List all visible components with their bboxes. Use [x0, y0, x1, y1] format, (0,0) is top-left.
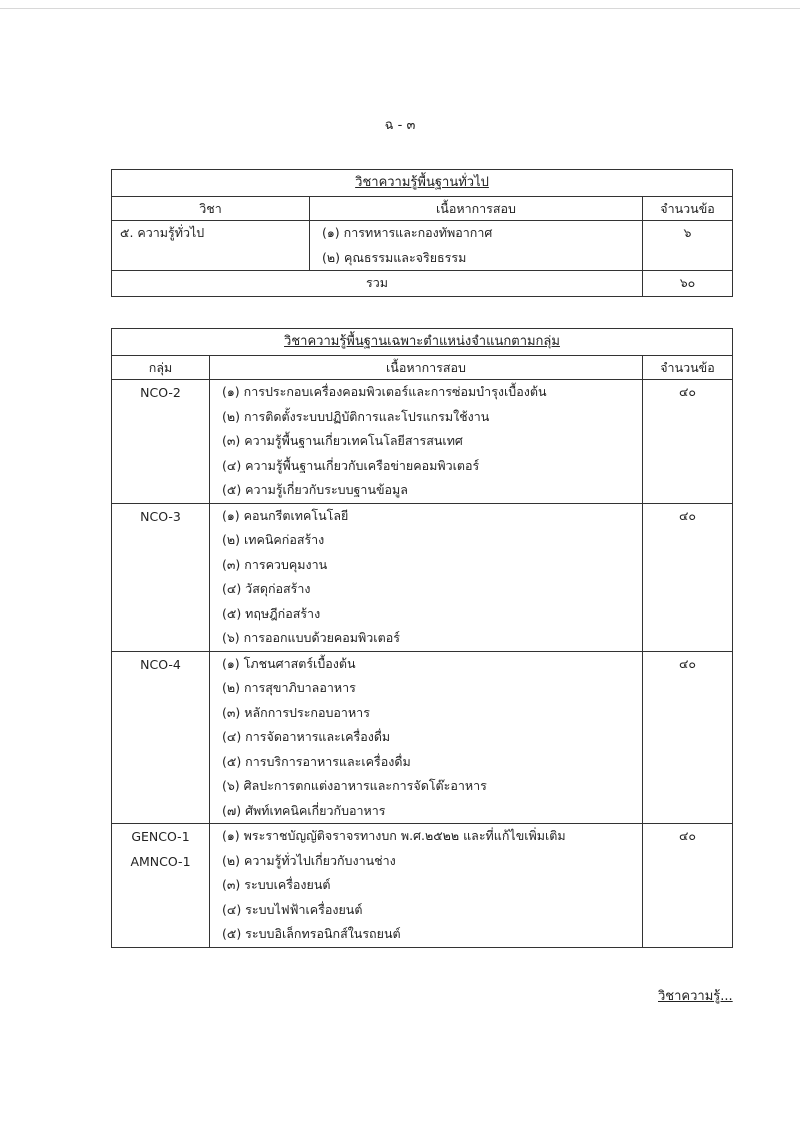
- total-label: รวม: [112, 271, 643, 297]
- count-cell: [643, 824, 733, 948]
- content-item: (๒) เทคนิคก่อสร้าง: [222, 532, 325, 547]
- count-value: ๔๐: [678, 384, 697, 399]
- content-item: (๕) การบริการอาหารและเครื่องดื่ม: [222, 753, 411, 769]
- content-item: (๒) การสุขาภิบาลอาหาร: [222, 680, 356, 695]
- content-item: (๑) คอนกรีตเทคโนโลยี: [222, 507, 349, 523]
- header-count: จำนวนข้อ: [643, 356, 733, 380]
- group-cell: [112, 824, 210, 948]
- count-cell: [643, 503, 733, 651]
- table-row-nco-4: [112, 651, 733, 824]
- count-value: ๔๐: [678, 655, 697, 671]
- content-item: (๓) หลักการประกอบอาหาร: [222, 704, 370, 720]
- header-content: เนื้อหาการสอบ: [210, 356, 643, 380]
- content-item: (๖) การออกแบบด้วยคอมพิวเตอร์: [222, 630, 400, 645]
- content-item: (๔) ความรู้พื้นฐานเกี่ยวกับเครือข่ายคอมพิวเตอร์: [222, 457, 480, 473]
- content-item: (๓) ระบบเครื่องยนต์: [222, 877, 331, 892]
- content-item: (๓) ความรู้พื้นฐานเกี่ยวเทคโนโลยีสารสนเทศ: [222, 433, 463, 448]
- content-cell: [210, 651, 643, 824]
- total-row: [112, 271, 733, 297]
- subject-name: ๕. ความรู้ทั่วไป: [120, 225, 205, 240]
- total-value: ๖๐: [643, 271, 733, 297]
- content-item: (๔) วัสดุก่อสร้าง: [222, 581, 311, 596]
- table-row-genco-amnco: [112, 824, 733, 948]
- content-item: (๑) โภชนศาสตร์เบื้องต้น: [222, 655, 356, 671]
- group-name: GENCO-1: [131, 829, 190, 844]
- header-group: กลุ่ม: [112, 356, 210, 380]
- header-subject: วิชา: [112, 197, 310, 221]
- content-cell: [210, 503, 643, 651]
- content-item: (๓) การควบคุมงาน: [222, 556, 328, 572]
- count-cell: [643, 221, 733, 271]
- content-item: (๑) การประกอบเครื่องคอมพิวเตอร์และการซ่อมบำรุงเบื้องต้น: [222, 384, 547, 399]
- group-name: NCO-3: [140, 508, 181, 524]
- content-item: (๖) ศิลปะการตกแต่งอาหารและการจัดโต๊ะอาหาร: [222, 778, 487, 793]
- content-item: (๔) ระบบไฟฟ้าเครื่องยนต์: [222, 901, 363, 917]
- count-cell: [643, 380, 733, 504]
- content-item: (๕) ระบบอิเล็กทรอนิกส์ในรถยนต์: [222, 926, 401, 941]
- table-title: วิชาความรู้พื้นฐานทั่วไป: [112, 170, 733, 197]
- table-row-nco-3: [112, 503, 733, 651]
- table-row: [112, 221, 733, 271]
- content-item: (๑) พระราชบัญญัติจราจรทางบก พ.ศ.๒๕๒๒ และที่แก้ไขเพิ่มเติม: [222, 828, 566, 843]
- content-item: (๒) การติดตั้งระบบปฏิบัติการและโปรแกรมใช้งาน: [222, 408, 490, 424]
- header-content: เนื้อหาการสอบ: [310, 197, 643, 221]
- subject-cell: [112, 221, 310, 271]
- group-cell: [112, 380, 210, 504]
- continuation-text: วิชาความรู้...: [658, 989, 733, 1004]
- group-name: NCO-2: [140, 385, 181, 400]
- group-cell: [112, 503, 210, 651]
- content-item: (๒) ความรู้ทั่วไปเกี่ยวกับงานช่าง: [222, 852, 396, 868]
- content-cell: [210, 380, 643, 504]
- content-item: (๔) การจัดอาหารและเครื่องดื่ม: [222, 729, 391, 744]
- table-row-nco-2: [112, 380, 733, 504]
- group-name: NCO-4: [140, 656, 181, 672]
- count-value: ๖: [683, 225, 692, 240]
- table-title: วิชาความรู้พื้นฐานเฉพาะตำแหน่งจำแนกตามกลุ่ม: [112, 329, 733, 356]
- count-cell: [643, 651, 733, 824]
- content-item: (๕) ความรู้เกี่ยวกับระบบฐานข้อมูล: [222, 482, 408, 497]
- content-item: (๑) การทหารและกองทัพอากาศ: [322, 225, 493, 240]
- general-knowledge-table: [111, 169, 733, 297]
- group-name: AMNCO-1: [130, 853, 191, 869]
- header-count: จำนวนข้อ: [643, 197, 733, 221]
- content-item: (๗) ศัพท์เทคนิคเกี่ยวกับอาหาร: [222, 802, 386, 818]
- page-number: ฉ - ๓: [384, 118, 416, 133]
- group-cell: [112, 651, 210, 824]
- count-value: ๔๐: [678, 507, 697, 523]
- content-item: (๒) คุณธรรมและจริยธรรม: [322, 249, 467, 265]
- content-cell: [210, 824, 643, 948]
- scan-edge-line: [0, 8, 800, 9]
- content-cell: [310, 221, 643, 271]
- position-specific-table: [111, 328, 733, 948]
- content-item: (๕) ทฤษฎีก่อสร้าง: [222, 605, 321, 621]
- count-value: ๔๐: [678, 828, 697, 843]
